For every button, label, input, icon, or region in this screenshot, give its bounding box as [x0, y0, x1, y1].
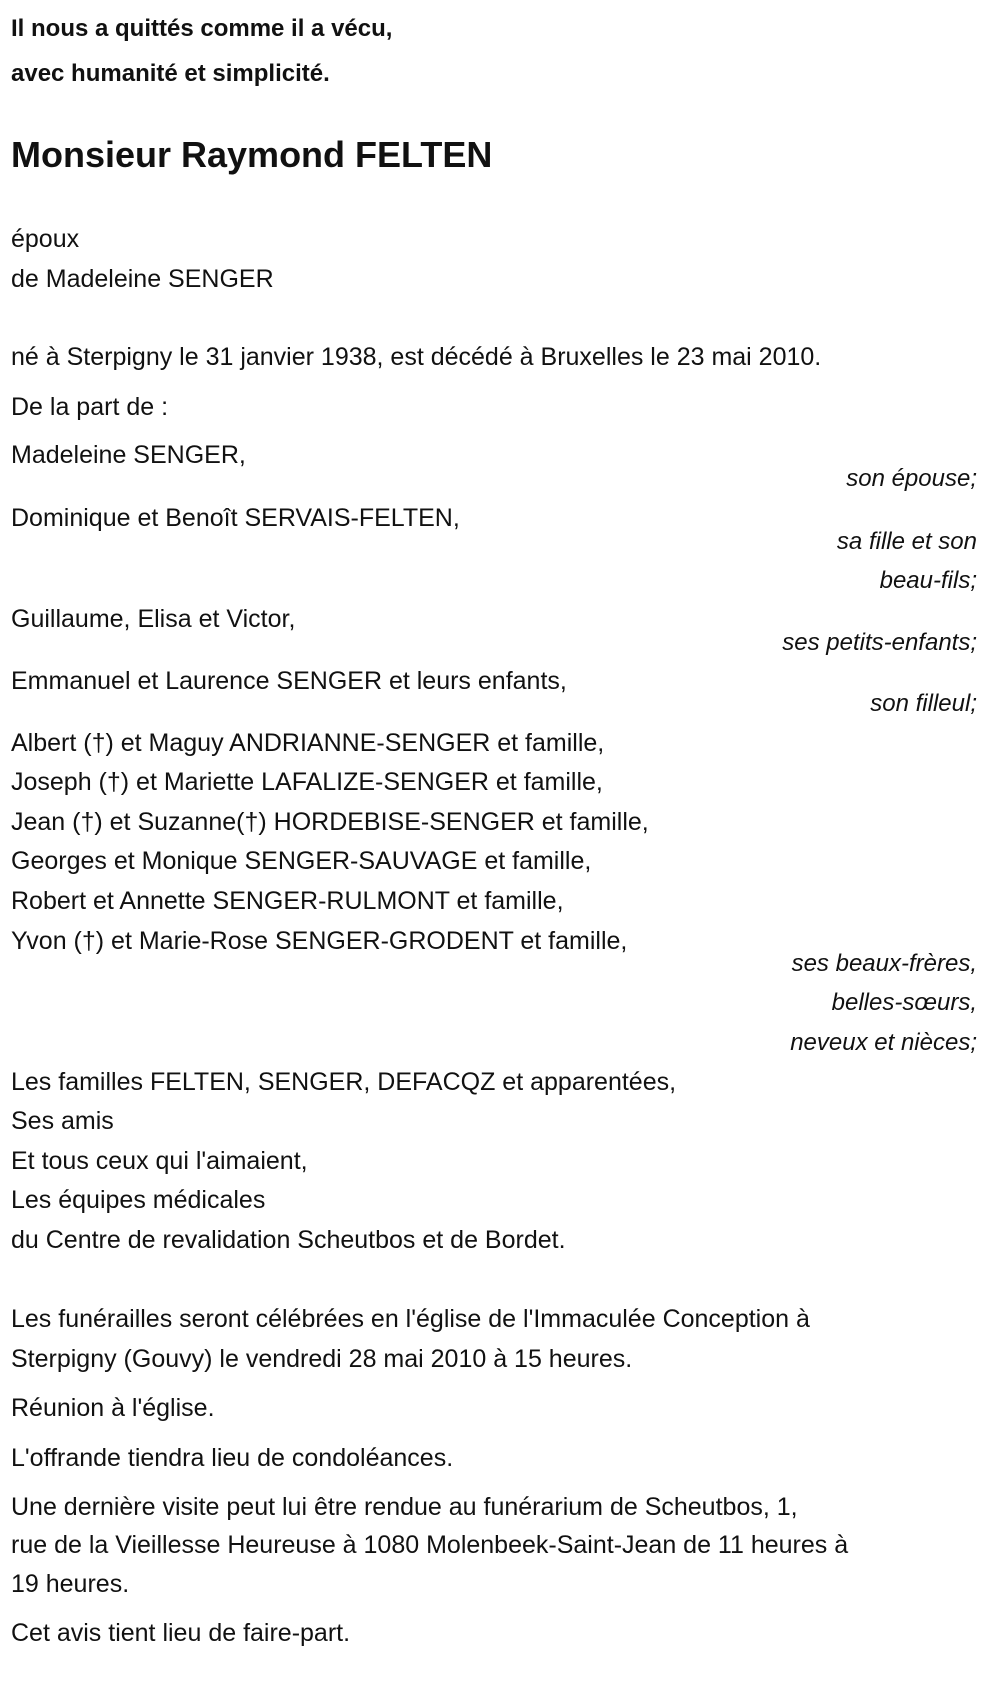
from-label: De la part de :: [11, 393, 169, 421]
visit-line: rue de la Vieillesse Heureuse à 1080 Molenbeek-Saint-Jean de 11 heures à: [11, 1531, 849, 1559]
family-relation: sa fille et son: [836, 528, 977, 555]
family-relation: son épouse;: [846, 465, 977, 492]
closing-text: Cet avis tient lieu de faire-part.: [11, 1619, 351, 1647]
family-name: Dominique et Benoît SERVAIS-FELTEN,: [11, 504, 460, 532]
family-name: Jean (†) et Suzanne(†) HORDEBISE-SENGER et famille,: [11, 808, 649, 836]
others-line: Ses amis: [11, 1107, 114, 1135]
visit-line: Une dernière visite peut lui être rendue au funérarium de Scheutbos, 1,: [11, 1493, 798, 1521]
family-relation: ses petits-enfants;: [782, 629, 977, 656]
birth-death: né à Sterpigny le 31 janvier 1938, est décédé à Bruxelles le 23 mai 2010.: [11, 343, 822, 371]
family-name: Joseph (†) et Mariette LAFALIZE-SENGER et famille,: [11, 768, 603, 796]
family-relation: neveux et nièces;: [790, 1029, 977, 1056]
family-name: Georges et Monique SENGER-SAUVAGE et famille,: [11, 847, 592, 875]
meeting-text: Réunion à l'église.: [11, 1394, 215, 1422]
family-relation: beau-fils;: [879, 567, 977, 594]
family-name: Madeleine SENGER,: [11, 441, 246, 469]
visit-line: 19 heures.: [11, 1570, 130, 1598]
epigraph-line: Il nous a quittés comme il a vécu,: [11, 15, 393, 42]
offering-text: L'offrande tiendra lieu de condoléances.: [11, 1444, 454, 1472]
family-relation: ses beaux-frères,: [791, 950, 977, 977]
others-line: du Centre de revalidation Scheutbos et de Bordet.: [11, 1226, 566, 1254]
family-name: Guillaume, Elisa et Victor,: [11, 605, 296, 633]
others-line: Les équipes médicales: [11, 1186, 266, 1214]
family-relation: belles-sœurs,: [831, 989, 977, 1016]
spouse-line: de Madeleine SENGER: [11, 265, 274, 293]
others-line: Et tous ceux qui l'aimaient,: [11, 1147, 308, 1175]
others-line: Les familles FELTEN, SENGER, DEFACQZ et apparentées,: [11, 1068, 677, 1096]
funeral-line: Sterpigny (Gouvy) le vendredi 28 mai 2010 à 15 heures.: [11, 1345, 633, 1373]
family-name: Albert (†) et Maguy ANDRIANNE-SENGER et famille,: [11, 729, 605, 757]
family-name: Robert et Annette SENGER-RULMONT et famille,: [11, 887, 564, 915]
family-name: Yvon (†) et Marie-Rose SENGER-GRODENT et famille,: [11, 927, 628, 955]
spouse-line: époux: [11, 225, 80, 253]
epigraph-line: avec humanité et simplicité.: [11, 60, 330, 87]
funeral-line: Les funérailles seront célébrées en l'église de l'Immaculée Conception à: [11, 1305, 810, 1333]
family-name: Emmanuel et Laurence SENGER et leurs enfants,: [11, 667, 567, 695]
page-title: Monsieur Raymond FELTEN: [11, 134, 493, 175]
family-relation: son filleul;: [870, 690, 977, 717]
